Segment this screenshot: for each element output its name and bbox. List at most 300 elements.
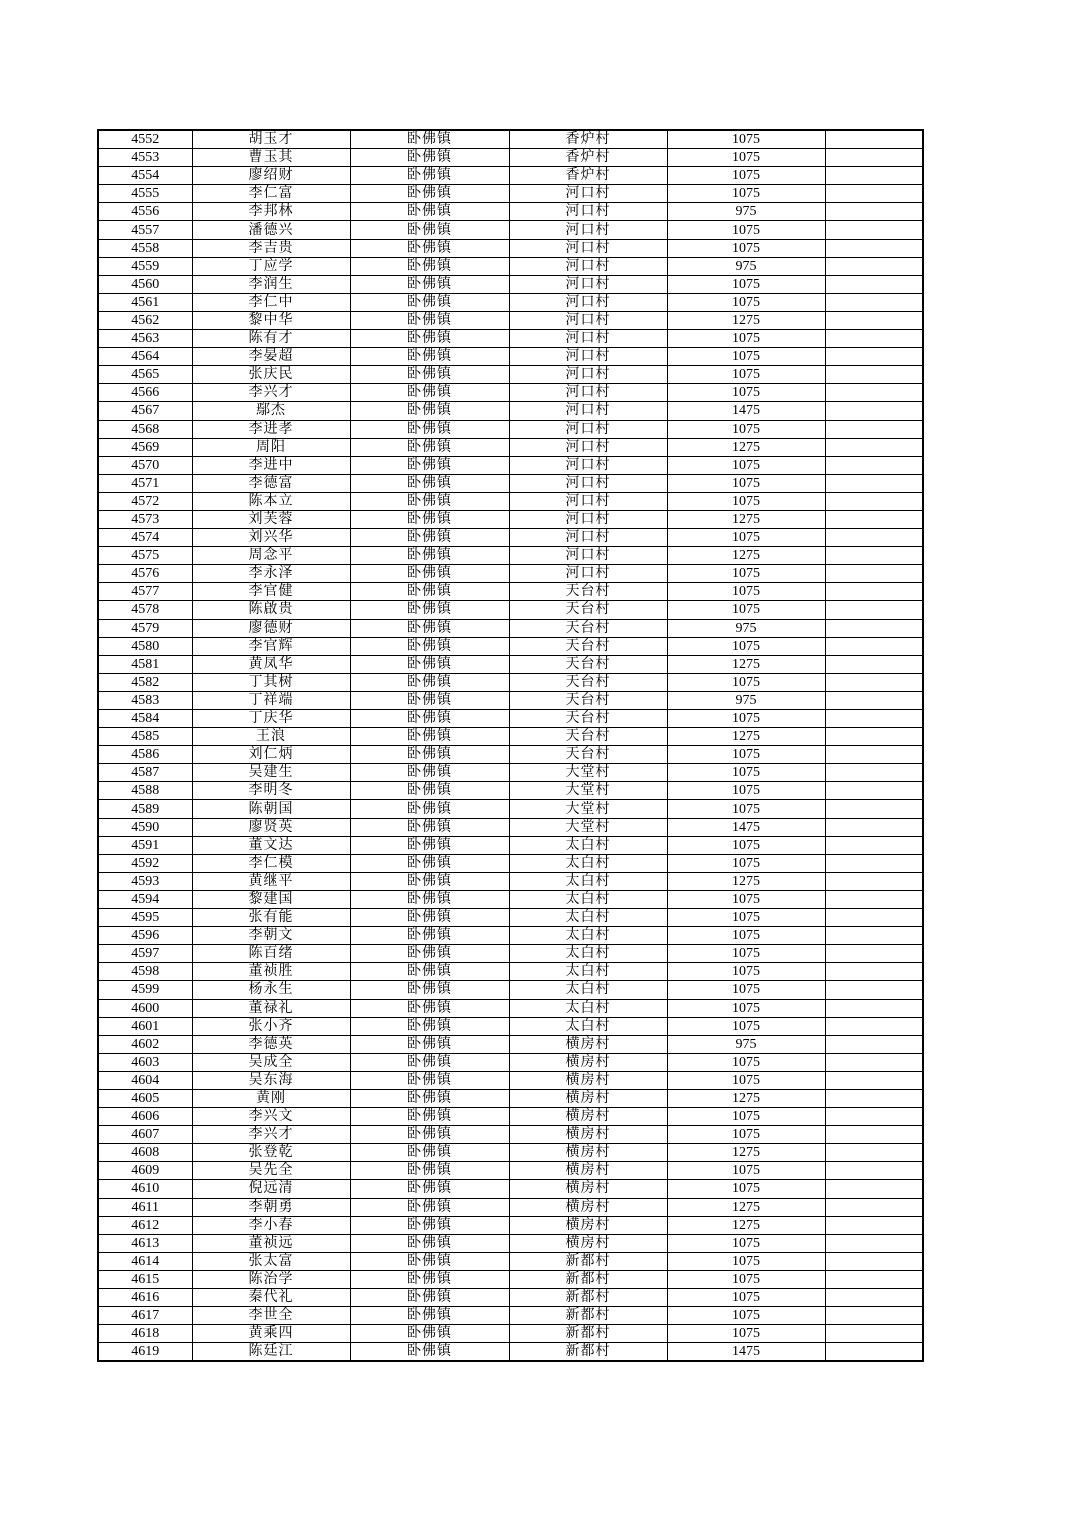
table-row [98, 1089, 923, 1107]
table-row [98, 999, 923, 1017]
remark-cell [825, 1108, 923, 1126]
amount-cell: 1275 [667, 311, 825, 329]
village-cell: 太白村 [509, 999, 667, 1017]
village-cell: 横房村 [509, 1162, 667, 1180]
roster-table [97, 129, 924, 1362]
remark-cell [825, 420, 923, 438]
town-cell: 卧佛镇 [350, 601, 509, 619]
row-number-cell: 4608 [98, 1144, 192, 1162]
town-cell: 卧佛镇 [350, 1108, 509, 1126]
amount-cell: 1075 [667, 1252, 825, 1270]
name-cell: 李进中 [192, 456, 350, 474]
town-cell: 卧佛镇 [350, 330, 509, 348]
name-cell: 胡玉才 [192, 130, 350, 149]
village-cell: 新都村 [509, 1343, 667, 1362]
village-cell: 河口村 [509, 185, 667, 203]
amount-cell: 975 [667, 203, 825, 221]
table-row [98, 583, 923, 601]
town-cell: 卧佛镇 [350, 1017, 509, 1035]
table-row [98, 1252, 923, 1270]
name-cell: 陈百绪 [192, 945, 350, 963]
town-cell: 卧佛镇 [350, 167, 509, 185]
table-row [98, 691, 923, 709]
row-number-cell: 4613 [98, 1234, 192, 1252]
village-cell: 横房村 [509, 1198, 667, 1216]
amount-cell: 1075 [667, 836, 825, 854]
name-cell: 丁应学 [192, 257, 350, 275]
amount-cell: 1275 [667, 510, 825, 528]
amount-cell: 1075 [667, 221, 825, 239]
remark-cell [825, 909, 923, 927]
name-cell: 黎建国 [192, 890, 350, 908]
remark-cell [825, 1198, 923, 1216]
amount-cell: 1275 [667, 728, 825, 746]
row-number-cell: 4559 [98, 257, 192, 275]
town-cell: 卧佛镇 [350, 185, 509, 203]
name-cell: 陈朝国 [192, 800, 350, 818]
remark-cell [825, 293, 923, 311]
village-cell: 横房村 [509, 1126, 667, 1144]
table-row [98, 710, 923, 728]
row-number-cell: 4619 [98, 1343, 192, 1362]
name-cell: 李小春 [192, 1216, 350, 1234]
village-cell: 香炉村 [509, 130, 667, 149]
row-number-cell: 4588 [98, 782, 192, 800]
amount-cell: 975 [667, 691, 825, 709]
amount-cell: 975 [667, 1035, 825, 1053]
amount-cell: 1075 [667, 927, 825, 945]
row-number-cell: 4594 [98, 890, 192, 908]
name-cell: 李兴才 [192, 1126, 350, 1144]
row-number-cell: 4602 [98, 1035, 192, 1053]
village-cell: 天台村 [509, 728, 667, 746]
town-cell: 卧佛镇 [350, 818, 509, 836]
village-cell: 太白村 [509, 909, 667, 927]
name-cell: 李兴才 [192, 384, 350, 402]
town-cell: 卧佛镇 [350, 637, 509, 655]
village-cell: 香炉村 [509, 149, 667, 167]
amount-cell: 1075 [667, 673, 825, 691]
amount-cell: 1075 [667, 601, 825, 619]
table-row [98, 420, 923, 438]
village-cell: 大堂村 [509, 764, 667, 782]
town-cell: 卧佛镇 [350, 1325, 509, 1343]
row-number-cell: 4574 [98, 529, 192, 547]
row-number-cell: 4581 [98, 655, 192, 673]
town-cell: 卧佛镇 [350, 1162, 509, 1180]
amount-cell: 1075 [667, 456, 825, 474]
name-cell: 陈啟贵 [192, 601, 350, 619]
amount-cell: 975 [667, 257, 825, 275]
amount-cell: 1075 [667, 1162, 825, 1180]
town-cell: 卧佛镇 [350, 728, 509, 746]
town-cell: 卧佛镇 [350, 456, 509, 474]
name-cell: 吴东海 [192, 1071, 350, 1089]
name-cell: 丁其树 [192, 673, 350, 691]
name-cell: 张登乾 [192, 1144, 350, 1162]
village-cell: 河口村 [509, 492, 667, 510]
row-number-cell: 4578 [98, 601, 192, 619]
amount-cell: 1275 [667, 1144, 825, 1162]
name-cell: 丁庆华 [192, 710, 350, 728]
remark-cell [825, 221, 923, 239]
row-number-cell: 4582 [98, 673, 192, 691]
town-cell: 卧佛镇 [350, 800, 509, 818]
row-number-cell: 4611 [98, 1198, 192, 1216]
table-row [98, 1307, 923, 1325]
row-number-cell: 4614 [98, 1252, 192, 1270]
row-number-cell: 4596 [98, 927, 192, 945]
table-row [98, 330, 923, 348]
amount-cell: 1075 [667, 239, 825, 257]
remark-cell [825, 655, 923, 673]
village-cell: 太白村 [509, 890, 667, 908]
town-cell: 卧佛镇 [350, 710, 509, 728]
town-cell: 卧佛镇 [350, 366, 509, 384]
name-cell: 秦代礼 [192, 1289, 350, 1307]
table-row [98, 185, 923, 203]
name-cell: 刘芙蓉 [192, 510, 350, 528]
row-number-cell: 4606 [98, 1108, 192, 1126]
row-number-cell: 4591 [98, 836, 192, 854]
village-cell: 河口村 [509, 239, 667, 257]
town-cell: 卧佛镇 [350, 1089, 509, 1107]
row-number-cell: 4592 [98, 854, 192, 872]
village-cell: 太白村 [509, 945, 667, 963]
amount-cell: 1075 [667, 149, 825, 167]
row-number-cell: 4599 [98, 981, 192, 999]
town-cell: 卧佛镇 [350, 673, 509, 691]
village-cell: 河口村 [509, 547, 667, 565]
remark-cell [825, 547, 923, 565]
village-cell: 大堂村 [509, 800, 667, 818]
town-cell: 卧佛镇 [350, 945, 509, 963]
village-cell: 天台村 [509, 583, 667, 601]
amount-cell: 1275 [667, 1089, 825, 1107]
remark-cell [825, 782, 923, 800]
remark-cell [825, 1089, 923, 1107]
amount-cell: 1075 [667, 963, 825, 981]
town-cell: 卧佛镇 [350, 1307, 509, 1325]
row-number-cell: 4562 [98, 311, 192, 329]
remark-cell [825, 1035, 923, 1053]
table-row [98, 945, 923, 963]
amount-cell: 1075 [667, 909, 825, 927]
village-cell: 横房村 [509, 1234, 667, 1252]
amount-cell: 1075 [667, 782, 825, 800]
amount-cell: 1075 [667, 330, 825, 348]
name-cell: 李进孝 [192, 420, 350, 438]
name-cell: 李吉贵 [192, 239, 350, 257]
town-cell: 卧佛镇 [350, 1216, 509, 1234]
table-row [98, 800, 923, 818]
table-row [98, 1126, 923, 1144]
name-cell: 陈有才 [192, 330, 350, 348]
name-cell: 廖德财 [192, 619, 350, 637]
town-cell: 卧佛镇 [350, 239, 509, 257]
remark-cell [825, 818, 923, 836]
remark-cell [825, 1343, 923, 1362]
amount-cell: 1475 [667, 1343, 825, 1362]
town-cell: 卧佛镇 [350, 1144, 509, 1162]
amount-cell: 1075 [667, 1289, 825, 1307]
name-cell: 黄继平 [192, 872, 350, 890]
village-cell: 河口村 [509, 402, 667, 420]
table-row [98, 529, 923, 547]
remark-cell [825, 963, 923, 981]
remark-cell [825, 130, 923, 149]
remark-cell [825, 710, 923, 728]
table-row [98, 257, 923, 275]
name-cell: 张太富 [192, 1252, 350, 1270]
row-number-cell: 4558 [98, 239, 192, 257]
amount-cell: 1075 [667, 348, 825, 366]
town-cell: 卧佛镇 [350, 565, 509, 583]
name-cell: 李德富 [192, 474, 350, 492]
amount-cell: 1075 [667, 1017, 825, 1035]
amount-cell: 1075 [667, 800, 825, 818]
village-cell: 河口村 [509, 311, 667, 329]
amount-cell: 1075 [667, 275, 825, 293]
town-cell: 卧佛镇 [350, 293, 509, 311]
row-number-cell: 4569 [98, 438, 192, 456]
town-cell: 卧佛镇 [350, 872, 509, 890]
name-cell: 刘兴华 [192, 529, 350, 547]
town-cell: 卧佛镇 [350, 130, 509, 149]
remark-cell [825, 366, 923, 384]
town-cell: 卧佛镇 [350, 1234, 509, 1252]
table-row [98, 909, 923, 927]
amount-cell: 1075 [667, 1180, 825, 1198]
name-cell: 董文达 [192, 836, 350, 854]
name-cell: 李官辉 [192, 637, 350, 655]
town-cell: 卧佛镇 [350, 203, 509, 221]
amount-cell: 1075 [667, 1053, 825, 1071]
village-cell: 河口村 [509, 293, 667, 311]
remark-cell [825, 384, 923, 402]
table-row [98, 1234, 923, 1252]
village-cell: 横房村 [509, 1071, 667, 1089]
amount-cell: 1075 [667, 293, 825, 311]
remark-cell [825, 854, 923, 872]
village-cell: 河口村 [509, 221, 667, 239]
row-number-cell: 4576 [98, 565, 192, 583]
village-cell: 太白村 [509, 963, 667, 981]
remark-cell [825, 311, 923, 329]
table-row [98, 510, 923, 528]
table-row [98, 1180, 923, 1198]
amount-cell: 1075 [667, 565, 825, 583]
row-number-cell: 4593 [98, 872, 192, 890]
town-cell: 卧佛镇 [350, 746, 509, 764]
name-cell: 倪远清 [192, 1180, 350, 1198]
town-cell: 卧佛镇 [350, 655, 509, 673]
table-row [98, 601, 923, 619]
name-cell: 董祯胜 [192, 963, 350, 981]
table-row [98, 764, 923, 782]
remark-cell [825, 836, 923, 854]
row-number-cell: 4568 [98, 420, 192, 438]
row-number-cell: 4567 [98, 402, 192, 420]
amount-cell: 1075 [667, 1108, 825, 1126]
amount-cell: 1075 [667, 1071, 825, 1089]
village-cell: 横房村 [509, 1180, 667, 1198]
name-cell: 丁祥端 [192, 691, 350, 709]
town-cell: 卧佛镇 [350, 149, 509, 167]
village-cell: 河口村 [509, 203, 667, 221]
amount-cell: 1075 [667, 366, 825, 384]
row-number-cell: 4557 [98, 221, 192, 239]
row-number-cell: 4583 [98, 691, 192, 709]
town-cell: 卧佛镇 [350, 1180, 509, 1198]
row-number-cell: 4587 [98, 764, 192, 782]
village-cell: 河口村 [509, 384, 667, 402]
table-row [98, 149, 923, 167]
village-cell: 横房村 [509, 1108, 667, 1126]
row-number-cell: 4586 [98, 746, 192, 764]
row-number-cell: 4552 [98, 130, 192, 149]
town-cell: 卧佛镇 [350, 1035, 509, 1053]
name-cell: 李邦林 [192, 203, 350, 221]
village-cell: 天台村 [509, 655, 667, 673]
remark-cell [825, 1289, 923, 1307]
remark-cell [825, 1144, 923, 1162]
remark-cell [825, 1234, 923, 1252]
town-cell: 卧佛镇 [350, 547, 509, 565]
row-number-cell: 4610 [98, 1180, 192, 1198]
table-row [98, 890, 923, 908]
table-row [98, 673, 923, 691]
town-cell: 卧佛镇 [350, 1126, 509, 1144]
row-number-cell: 4553 [98, 149, 192, 167]
village-cell: 新都村 [509, 1325, 667, 1343]
name-cell: 黎中华 [192, 311, 350, 329]
row-number-cell: 4597 [98, 945, 192, 963]
village-cell: 横房村 [509, 1035, 667, 1053]
table-row [98, 1144, 923, 1162]
amount-cell: 1275 [667, 655, 825, 673]
town-cell: 卧佛镇 [350, 854, 509, 872]
name-cell: 刘仁炳 [192, 746, 350, 764]
remark-cell [825, 637, 923, 655]
village-cell: 河口村 [509, 510, 667, 528]
remark-cell [825, 583, 923, 601]
name-cell: 李仁模 [192, 854, 350, 872]
table-row [98, 927, 923, 945]
table-row [98, 1216, 923, 1234]
village-cell: 新都村 [509, 1270, 667, 1288]
town-cell: 卧佛镇 [350, 583, 509, 601]
remark-cell [825, 1325, 923, 1343]
name-cell: 潘德兴 [192, 221, 350, 239]
town-cell: 卧佛镇 [350, 311, 509, 329]
table-row [98, 293, 923, 311]
town-cell: 卧佛镇 [350, 420, 509, 438]
amount-cell: 1075 [667, 474, 825, 492]
table-row [98, 167, 923, 185]
remark-cell [825, 800, 923, 818]
table-row [98, 872, 923, 890]
amount-cell: 1075 [667, 999, 825, 1017]
remark-cell [825, 927, 923, 945]
name-cell: 李润生 [192, 275, 350, 293]
row-number-cell: 4603 [98, 1053, 192, 1071]
remark-cell [825, 510, 923, 528]
table-row [98, 1325, 923, 1343]
amount-cell: 1075 [667, 167, 825, 185]
town-cell: 卧佛镇 [350, 619, 509, 637]
village-cell: 太白村 [509, 927, 667, 945]
town-cell: 卧佛镇 [350, 981, 509, 999]
town-cell: 卧佛镇 [350, 402, 509, 420]
town-cell: 卧佛镇 [350, 836, 509, 854]
name-cell: 黄刚 [192, 1089, 350, 1107]
remark-cell [825, 872, 923, 890]
town-cell: 卧佛镇 [350, 1053, 509, 1071]
roster-table-body [98, 130, 923, 1361]
village-cell: 香炉村 [509, 167, 667, 185]
table-row [98, 1053, 923, 1071]
amount-cell: 1075 [667, 492, 825, 510]
table-row [98, 1108, 923, 1126]
town-cell: 卧佛镇 [350, 1289, 509, 1307]
village-cell: 河口村 [509, 420, 667, 438]
village-cell: 河口村 [509, 456, 667, 474]
village-cell: 天台村 [509, 746, 667, 764]
name-cell: 李官健 [192, 583, 350, 601]
amount-cell: 1075 [667, 583, 825, 601]
remark-cell [825, 275, 923, 293]
town-cell: 卧佛镇 [350, 999, 509, 1017]
amount-cell: 1075 [667, 710, 825, 728]
remark-cell [825, 167, 923, 185]
amount-cell: 1075 [667, 764, 825, 782]
name-cell: 王浪 [192, 728, 350, 746]
table-row [98, 746, 923, 764]
town-cell: 卧佛镇 [350, 1198, 509, 1216]
name-cell: 李朝勇 [192, 1198, 350, 1216]
row-number-cell: 4573 [98, 510, 192, 528]
row-number-cell: 4572 [98, 492, 192, 510]
village-cell: 横房村 [509, 1144, 667, 1162]
row-number-cell: 4600 [98, 999, 192, 1017]
remark-cell [825, 1017, 923, 1035]
table-row [98, 221, 923, 239]
remark-cell [825, 529, 923, 547]
remark-cell [825, 203, 923, 221]
amount-cell: 1075 [667, 981, 825, 999]
row-number-cell: 4563 [98, 330, 192, 348]
town-cell: 卧佛镇 [350, 1270, 509, 1288]
name-cell: 廖贤英 [192, 818, 350, 836]
row-number-cell: 4616 [98, 1289, 192, 1307]
remark-cell [825, 1216, 923, 1234]
remark-cell [825, 402, 923, 420]
remark-cell [825, 981, 923, 999]
name-cell: 陈治学 [192, 1270, 350, 1288]
name-cell: 吴成全 [192, 1053, 350, 1071]
remark-cell [825, 185, 923, 203]
village-cell: 新都村 [509, 1252, 667, 1270]
amount-cell: 1475 [667, 402, 825, 420]
village-cell: 新都村 [509, 1307, 667, 1325]
table-row [98, 1071, 923, 1089]
remark-cell [825, 257, 923, 275]
table-row [98, 492, 923, 510]
row-number-cell: 4570 [98, 456, 192, 474]
name-cell: 曹玉其 [192, 149, 350, 167]
village-cell: 天台村 [509, 601, 667, 619]
